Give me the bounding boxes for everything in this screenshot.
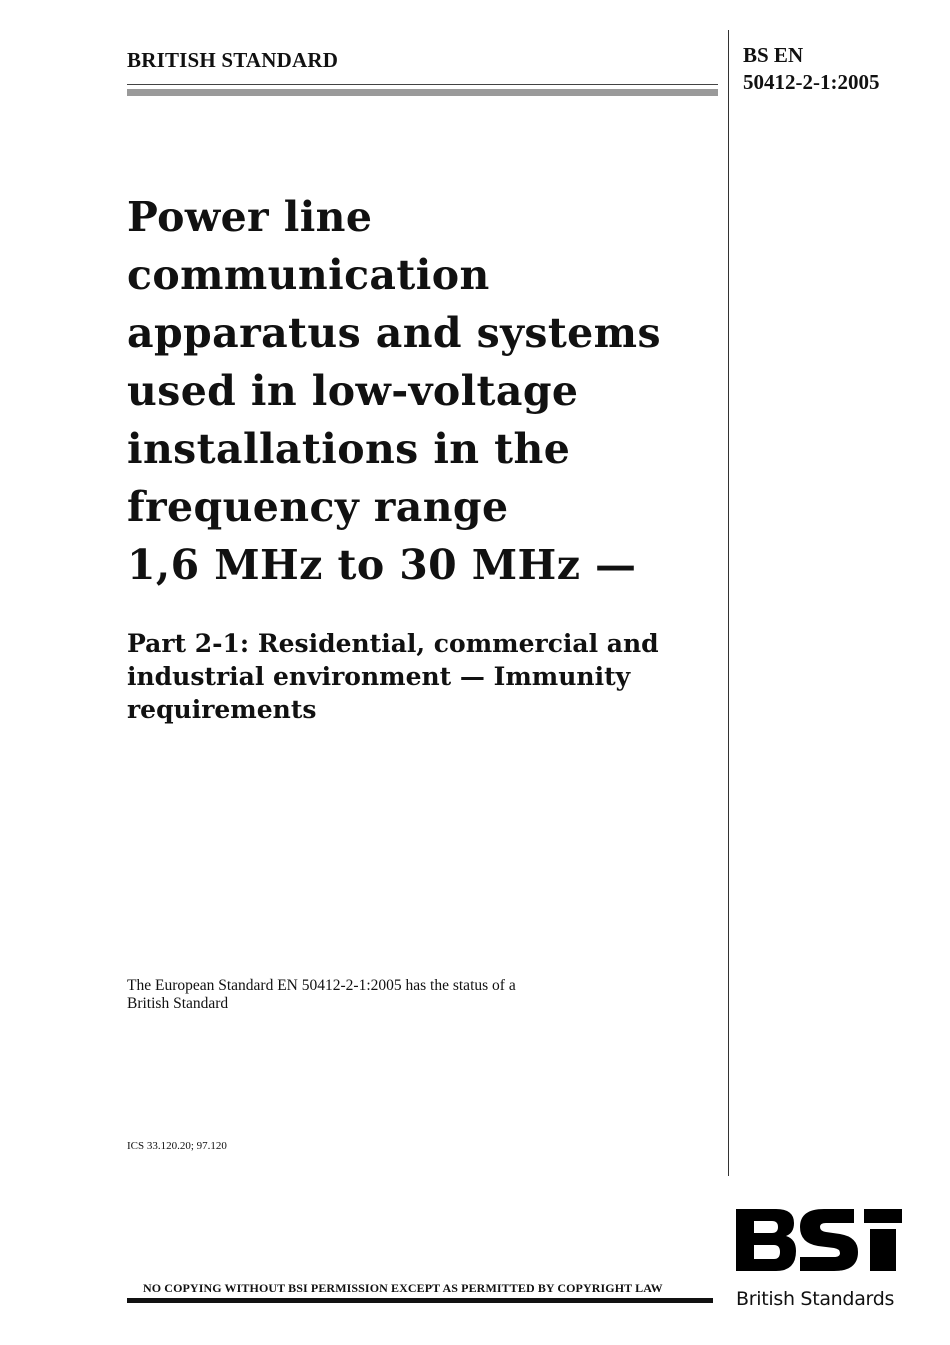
- subtitle-line: Part 2-1: Residential, commercial and: [127, 629, 659, 658]
- standard-number-line-1: BS EN: [743, 43, 804, 67]
- title-line: communication: [127, 251, 490, 299]
- subtitle-line: requirements: [127, 695, 317, 724]
- standard-number: [743, 42, 943, 96]
- header-label: BRITISH STANDARD: [127, 48, 339, 72]
- header-rule-thick: [127, 89, 718, 96]
- document-title: [127, 188, 717, 594]
- copyright-notice: NO COPYING WITHOUT BSI PERMISSION EXCEPT AS PERMITTED BY COPYRIGHT LAW: [143, 1281, 663, 1295]
- title-line: used in low-voltage: [127, 367, 579, 415]
- bsi-logo-icon: [736, 1207, 904, 1273]
- title-line: installations in the: [127, 425, 571, 473]
- status-line-2: British Standard: [127, 995, 229, 1012]
- subtitle-line: industrial environment — Immunity: [127, 662, 631, 691]
- standard-number-line-2: 50412-2-1:2005: [743, 70, 880, 94]
- bsi-logo-mark: [736, 1207, 904, 1273]
- title-line: Power line: [127, 193, 373, 241]
- bsi-tagline: British Standards: [736, 1288, 895, 1310]
- ics-code: ICS 33.120.20; 97.120: [127, 1140, 227, 1152]
- status-statement: [127, 977, 647, 1013]
- footer-rule: [127, 1298, 713, 1303]
- header-rule-thin: [127, 84, 718, 85]
- title-line: 1,6 MHz to 30 MHz —: [127, 541, 637, 589]
- title-line: frequency range: [127, 483, 509, 531]
- title-line: apparatus and systems: [127, 309, 661, 357]
- vertical-divider: [728, 30, 729, 1176]
- status-line-1: The European Standard EN 50412-2-1:2005 has the status of a: [127, 977, 516, 994]
- document-subtitle: [127, 627, 717, 726]
